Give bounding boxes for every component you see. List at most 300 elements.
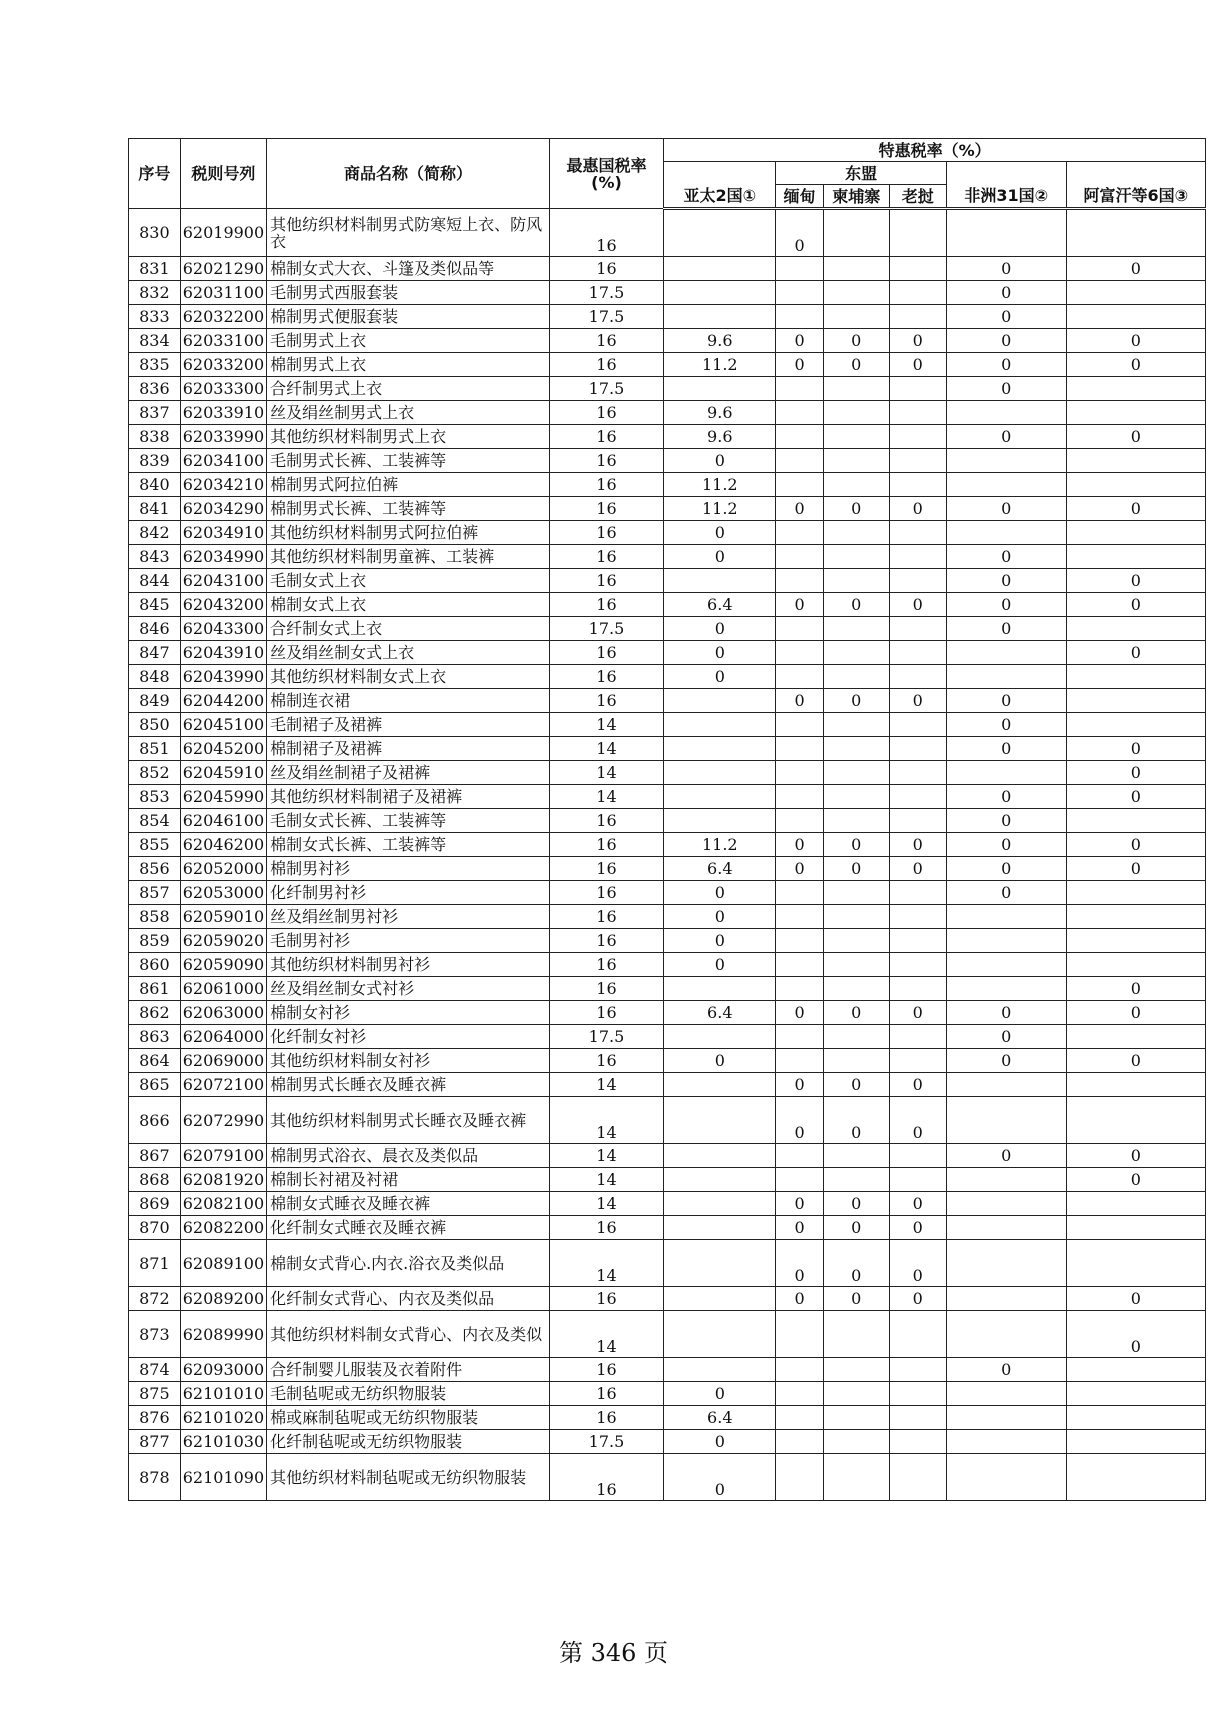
cell-mfn: 16 — [549, 353, 663, 377]
table-row — [129, 257, 1206, 281]
cell-myanmar — [776, 1406, 823, 1430]
cell-afghanistan: 0 — [1066, 593, 1205, 617]
cell-name: 棉制女式睡衣及睡衣裤 — [267, 1192, 550, 1216]
cell-africa: 0 — [946, 257, 1066, 281]
cell-code: 62045100 — [180, 713, 266, 737]
cell-seq: 862 — [129, 1001, 181, 1025]
table-row — [129, 1097, 1206, 1144]
cell-cambodia — [823, 737, 889, 761]
cell-myanmar — [776, 1144, 823, 1168]
table-row — [129, 905, 1206, 929]
cell-africa — [946, 1168, 1066, 1192]
cell-seq: 845 — [129, 593, 181, 617]
cell-laos — [889, 209, 946, 257]
cell-name: 合纤制女式上衣 — [267, 617, 550, 641]
cell-apta: 0 — [664, 1454, 776, 1501]
cell-afghanistan — [1066, 1025, 1205, 1049]
cell-mfn: 16 — [549, 569, 663, 593]
cell-code: 62072100 — [180, 1073, 266, 1097]
cell-apta: 0 — [664, 1049, 776, 1073]
table-row — [129, 1001, 1206, 1025]
cell-cambodia — [823, 377, 889, 401]
cell-name: 毛制女式长裤、工装裤等 — [267, 809, 550, 833]
cell-seq: 866 — [129, 1097, 181, 1144]
cell-name: 其他纺织材料制男式上衣 — [267, 425, 550, 449]
cell-cambodia — [823, 1454, 889, 1501]
cell-afghanistan: 0 — [1066, 1168, 1205, 1192]
cell-afghanistan: 0 — [1066, 785, 1205, 809]
cell-name: 合纤制婴儿服装及衣着附件 — [267, 1358, 550, 1382]
table-row — [129, 377, 1206, 401]
table-row — [129, 665, 1206, 689]
cell-africa: 0 — [946, 737, 1066, 761]
cell-africa: 0 — [946, 329, 1066, 353]
cell-africa: 0 — [946, 569, 1066, 593]
cell-name: 丝及绢丝制女式衬衫 — [267, 977, 550, 1001]
cell-seq: 857 — [129, 881, 181, 905]
cell-name: 丝及绢丝制裙子及裙裤 — [267, 761, 550, 785]
cell-code: 62059090 — [180, 953, 266, 977]
cell-apta: 0 — [664, 905, 776, 929]
cell-laos — [889, 569, 946, 593]
cell-myanmar: 0 — [776, 1001, 823, 1025]
cell-seq: 839 — [129, 449, 181, 473]
cell-mfn: 14 — [549, 1240, 663, 1287]
header-mfn-line1: 最惠国税率 — [566, 155, 647, 175]
cell-myanmar — [776, 1311, 823, 1358]
cell-apta — [664, 377, 776, 401]
cell-laos — [889, 953, 946, 977]
cell-seq: 832 — [129, 281, 181, 305]
cell-myanmar — [776, 665, 823, 689]
cell-name: 棉制男式便服套装 — [267, 305, 550, 329]
cell-code: 62046200 — [180, 833, 266, 857]
table-row — [129, 1168, 1206, 1192]
cell-cambodia — [823, 449, 889, 473]
cell-cambodia — [823, 569, 889, 593]
cell-seq: 836 — [129, 377, 181, 401]
cell-name: 化纤制女衬衫 — [267, 1025, 550, 1049]
cell-code: 62034990 — [180, 545, 266, 569]
cell-myanmar: 0 — [776, 497, 823, 521]
cell-code: 62052000 — [180, 857, 266, 881]
table-row — [129, 689, 1206, 713]
cell-code: 62033990 — [180, 425, 266, 449]
cell-apta — [664, 209, 776, 257]
cell-africa — [946, 929, 1066, 953]
cell-apta — [664, 569, 776, 593]
cell-cambodia — [823, 1382, 889, 1406]
cell-myanmar — [776, 1049, 823, 1073]
cell-mfn: 14 — [549, 1168, 663, 1192]
cell-mfn: 16 — [549, 1454, 663, 1501]
cell-laos — [889, 1025, 946, 1049]
cell-mfn: 14 — [549, 1073, 663, 1097]
cell-name: 毛制男衬衫 — [267, 929, 550, 953]
cell-myanmar: 0 — [776, 857, 823, 881]
cell-apta: 6.4 — [664, 593, 776, 617]
cell-africa — [946, 1454, 1066, 1501]
cell-code: 62072990 — [180, 1097, 266, 1144]
cell-apta: 6.4 — [664, 1406, 776, 1430]
cell-africa: 0 — [946, 809, 1066, 833]
cell-name: 棉制男式长裤、工装裤等 — [267, 497, 550, 521]
cell-seq: 868 — [129, 1168, 181, 1192]
cell-code: 62021290 — [180, 257, 266, 281]
cell-afghanistan — [1066, 521, 1205, 545]
cell-laos — [889, 809, 946, 833]
cell-afghanistan — [1066, 929, 1205, 953]
cell-myanmar — [776, 1454, 823, 1501]
cell-afghanistan: 0 — [1066, 329, 1205, 353]
table-row — [129, 521, 1206, 545]
cell-apta: 0 — [664, 641, 776, 665]
table-row — [129, 1216, 1206, 1240]
cell-code: 62101020 — [180, 1406, 266, 1430]
cell-apta: 11.2 — [664, 353, 776, 377]
cell-apta: 0 — [664, 953, 776, 977]
cell-myanmar: 0 — [776, 1240, 823, 1287]
cell-laos: 0 — [889, 1001, 946, 1025]
cell-seq: 843 — [129, 545, 181, 569]
cell-name: 棉制男式长睡衣及睡衣裤 — [267, 1073, 550, 1097]
header-afghanistan: 阿富汗等6国③ — [1066, 185, 1205, 209]
table-row — [129, 1144, 1206, 1168]
cell-seq: 831 — [129, 257, 181, 281]
cell-seq: 837 — [129, 401, 181, 425]
cell-myanmar — [776, 785, 823, 809]
cell-cambodia — [823, 1025, 889, 1049]
cell-mfn: 16 — [549, 857, 663, 881]
cell-mfn: 14 — [549, 761, 663, 785]
cell-cambodia — [823, 809, 889, 833]
header-myanmar: 缅甸 — [776, 185, 823, 209]
cell-apta — [664, 737, 776, 761]
cell-apta: 0 — [664, 929, 776, 953]
cell-laos — [889, 257, 946, 281]
cell-myanmar — [776, 881, 823, 905]
cell-cambodia — [823, 929, 889, 953]
cell-myanmar — [776, 449, 823, 473]
table-row — [129, 857, 1206, 881]
cell-name: 棉制女式大衣、斗篷及类似品等 — [267, 257, 550, 281]
cell-name: 棉或麻制毡呢或无纺织物服装 — [267, 1406, 550, 1430]
cell-afghanistan — [1066, 713, 1205, 737]
cell-africa — [946, 953, 1066, 977]
cell-laos: 0 — [889, 689, 946, 713]
cell-apta: 11.2 — [664, 497, 776, 521]
cell-code: 62089100 — [180, 1240, 266, 1287]
page-number: 第 346 页 — [558, 1639, 669, 1667]
cell-africa: 0 — [946, 425, 1066, 449]
cell-afghanistan: 0 — [1066, 737, 1205, 761]
cell-cambodia — [823, 953, 889, 977]
table-row — [129, 281, 1206, 305]
cell-name: 丝及绢丝制女式上衣 — [267, 641, 550, 665]
cell-afghanistan — [1066, 1406, 1205, 1430]
cell-laos — [889, 929, 946, 953]
cell-africa: 0 — [946, 281, 1066, 305]
cell-name: 其他纺织材料制男式阿拉伯裤 — [267, 521, 550, 545]
cell-africa — [946, 401, 1066, 425]
header-code: 税则号列 — [180, 139, 266, 209]
cell-laos: 0 — [889, 1192, 946, 1216]
cell-laos — [889, 905, 946, 929]
cell-name: 棉制男式上衣 — [267, 353, 550, 377]
cell-seq: 842 — [129, 521, 181, 545]
cell-seq: 853 — [129, 785, 181, 809]
cell-seq: 860 — [129, 953, 181, 977]
cell-apta — [664, 1168, 776, 1192]
table-row — [129, 929, 1206, 953]
header-asean: 东盟 — [776, 162, 946, 185]
cell-apta — [664, 1144, 776, 1168]
cell-name: 棉制男衬衫 — [267, 857, 550, 881]
cell-africa — [946, 977, 1066, 1001]
table-row — [129, 833, 1206, 857]
cell-name: 其他纺织材料制男式长睡衣及睡衣裤 — [267, 1097, 550, 1144]
cell-myanmar — [776, 809, 823, 833]
cell-myanmar — [776, 569, 823, 593]
cell-africa: 0 — [946, 545, 1066, 569]
cell-name: 棉制男式阿拉伯裤 — [267, 473, 550, 497]
cell-africa — [946, 1287, 1066, 1311]
cell-afghanistan: 0 — [1066, 833, 1205, 857]
cell-cambodia — [823, 1049, 889, 1073]
cell-apta — [664, 1073, 776, 1097]
cell-seq: 834 — [129, 329, 181, 353]
cell-code: 62089200 — [180, 1287, 266, 1311]
cell-name: 棉制长衬裙及衬裙 — [267, 1168, 550, 1192]
table-row — [129, 1049, 1206, 1073]
cell-afghanistan — [1066, 1216, 1205, 1240]
cell-cambodia — [823, 545, 889, 569]
header-laos: 老挝 — [889, 185, 946, 209]
cell-apta: 0 — [664, 617, 776, 641]
cell-cambodia — [823, 785, 889, 809]
cell-cambodia — [823, 305, 889, 329]
cell-cambodia — [823, 881, 889, 905]
cell-africa — [946, 209, 1066, 257]
cell-name: 其他纺织材料制女式背心、内衣及类似 — [267, 1311, 550, 1358]
cell-apta — [664, 257, 776, 281]
cell-name: 毛制裙子及裙裤 — [267, 713, 550, 737]
cell-apta: 6.4 — [664, 857, 776, 881]
cell-cambodia — [823, 1168, 889, 1192]
cell-myanmar — [776, 1168, 823, 1192]
cell-code: 62101010 — [180, 1382, 266, 1406]
cell-africa: 0 — [946, 1144, 1066, 1168]
cell-code: 62059010 — [180, 905, 266, 929]
cell-name: 丝及绢丝制男衬衫 — [267, 905, 550, 929]
cell-myanmar — [776, 1358, 823, 1382]
cell-afghanistan — [1066, 617, 1205, 641]
cell-cambodia: 0 — [823, 593, 889, 617]
table-row — [129, 1073, 1206, 1097]
cell-laos — [889, 1406, 946, 1430]
cell-seq: 846 — [129, 617, 181, 641]
cell-laos — [889, 1358, 946, 1382]
cell-apta: 0 — [664, 449, 776, 473]
cell-apta: 9.6 — [664, 401, 776, 425]
cell-cambodia — [823, 209, 889, 257]
table-row — [129, 545, 1206, 569]
cell-laos — [889, 1382, 946, 1406]
cell-seq: 878 — [129, 1454, 181, 1501]
cell-cambodia — [823, 425, 889, 449]
cell-laos: 0 — [889, 1287, 946, 1311]
cell-myanmar — [776, 977, 823, 1001]
table-row — [129, 1025, 1206, 1049]
cell-cambodia — [823, 641, 889, 665]
cell-myanmar: 0 — [776, 1097, 823, 1144]
cell-africa — [946, 1311, 1066, 1358]
cell-myanmar — [776, 905, 823, 929]
cell-name: 其他纺织材料制女衬衫 — [267, 1049, 550, 1073]
table-row — [129, 641, 1206, 665]
cell-cambodia: 0 — [823, 329, 889, 353]
cell-cambodia: 0 — [823, 1216, 889, 1240]
cell-mfn: 17.5 — [549, 617, 663, 641]
cell-code: 62043300 — [180, 617, 266, 641]
cell-cambodia: 0 — [823, 833, 889, 857]
cell-apta — [664, 809, 776, 833]
cell-name: 丝及绢丝制男式上衣 — [267, 401, 550, 425]
cell-myanmar — [776, 473, 823, 497]
cell-africa: 0 — [946, 1049, 1066, 1073]
cell-mfn: 16 — [549, 641, 663, 665]
cell-myanmar — [776, 761, 823, 785]
cell-laos — [889, 665, 946, 689]
cell-seq: 870 — [129, 1216, 181, 1240]
cell-seq: 858 — [129, 905, 181, 929]
cell-mfn: 14 — [549, 1311, 663, 1358]
cell-mfn: 16 — [549, 449, 663, 473]
cell-laos — [889, 785, 946, 809]
cell-myanmar — [776, 305, 823, 329]
table-row — [129, 1358, 1206, 1382]
cell-name: 其他纺织材料制毡呢或无纺织物服装 — [267, 1454, 550, 1501]
cell-africa: 0 — [946, 593, 1066, 617]
cell-seq: 851 — [129, 737, 181, 761]
cell-myanmar — [776, 281, 823, 305]
cell-africa: 0 — [946, 1001, 1066, 1025]
cell-seq: 872 — [129, 1287, 181, 1311]
cell-mfn: 16 — [549, 1049, 663, 1073]
cell-mfn: 16 — [549, 1406, 663, 1430]
header-cambodia: 柬埔寨 — [823, 185, 889, 209]
cell-afghanistan: 0 — [1066, 857, 1205, 881]
cell-name: 其他纺织材料制男童裤、工装裤 — [267, 545, 550, 569]
cell-afghanistan — [1066, 905, 1205, 929]
header-preferential: 特惠税率（%） — [664, 139, 1206, 162]
cell-africa: 0 — [946, 785, 1066, 809]
table-row — [129, 569, 1206, 593]
cell-name: 其他纺织材料制裙子及裙裤 — [267, 785, 550, 809]
cell-mfn: 16 — [549, 665, 663, 689]
cell-africa — [946, 1430, 1066, 1454]
cell-name: 合纤制男式上衣 — [267, 377, 550, 401]
table-body — [129, 209, 1206, 1501]
cell-laos: 0 — [889, 593, 946, 617]
cell-mfn: 16 — [549, 329, 663, 353]
cell-laos — [889, 545, 946, 569]
header-africa-top — [946, 162, 1066, 185]
cell-code: 62045990 — [180, 785, 266, 809]
cell-seq: 838 — [129, 425, 181, 449]
cell-myanmar: 0 — [776, 833, 823, 857]
table-row — [129, 593, 1206, 617]
cell-seq: 841 — [129, 497, 181, 521]
cell-name: 棉制女式上衣 — [267, 593, 550, 617]
cell-code: 62034910 — [180, 521, 266, 545]
cell-africa: 0 — [946, 353, 1066, 377]
table-row — [129, 401, 1206, 425]
cell-mfn: 14 — [549, 737, 663, 761]
cell-laos: 0 — [889, 329, 946, 353]
cell-seq: 855 — [129, 833, 181, 857]
cell-apta — [664, 1311, 776, 1358]
cell-apta — [664, 1192, 776, 1216]
cell-seq: 876 — [129, 1406, 181, 1430]
table-row — [129, 713, 1206, 737]
cell-mfn: 16 — [549, 953, 663, 977]
cell-laos — [889, 1168, 946, 1192]
cell-seq: 871 — [129, 1240, 181, 1287]
cell-cambodia — [823, 665, 889, 689]
cell-africa: 0 — [946, 689, 1066, 713]
cell-cambodia — [823, 1406, 889, 1430]
cell-seq: 847 — [129, 641, 181, 665]
cell-myanmar: 0 — [776, 1287, 823, 1311]
cell-mfn: 17.5 — [549, 305, 663, 329]
cell-cambodia — [823, 1311, 889, 1358]
cell-laos — [889, 713, 946, 737]
cell-mfn: 16 — [549, 593, 663, 617]
cell-mfn: 16 — [549, 977, 663, 1001]
cell-name: 化纤制男衬衫 — [267, 881, 550, 905]
cell-code: 62045910 — [180, 761, 266, 785]
cell-code: 62034290 — [180, 497, 266, 521]
cell-laos: 0 — [889, 1097, 946, 1144]
cell-laos — [889, 281, 946, 305]
cell-afghanistan: 0 — [1066, 641, 1205, 665]
cell-code: 62046100 — [180, 809, 266, 833]
table-row — [129, 1192, 1206, 1216]
cell-name: 棉制女衬衫 — [267, 1001, 550, 1025]
cell-seq: 844 — [129, 569, 181, 593]
cell-apta: 6.4 — [664, 1001, 776, 1025]
cell-cambodia: 0 — [823, 1240, 889, 1287]
cell-mfn: 16 — [549, 881, 663, 905]
cell-laos: 0 — [889, 353, 946, 377]
cell-name: 棉制男式浴衣、晨衣及类似品 — [267, 1144, 550, 1168]
cell-name: 毛制男式上衣 — [267, 329, 550, 353]
cell-laos — [889, 521, 946, 545]
cell-mfn: 16 — [549, 1382, 663, 1406]
cell-apta — [664, 1240, 776, 1287]
table-row — [129, 881, 1206, 905]
cell-afghanistan — [1066, 665, 1205, 689]
cell-africa — [946, 905, 1066, 929]
cell-mfn: 14 — [549, 1097, 663, 1144]
cell-code: 62044200 — [180, 689, 266, 713]
cell-name: 化纤制女式睡衣及睡衣裤 — [267, 1216, 550, 1240]
cell-afghanistan: 0 — [1066, 425, 1205, 449]
cell-cambodia: 0 — [823, 689, 889, 713]
cell-afghanistan: 0 — [1066, 497, 1205, 521]
cell-seq: 864 — [129, 1049, 181, 1073]
